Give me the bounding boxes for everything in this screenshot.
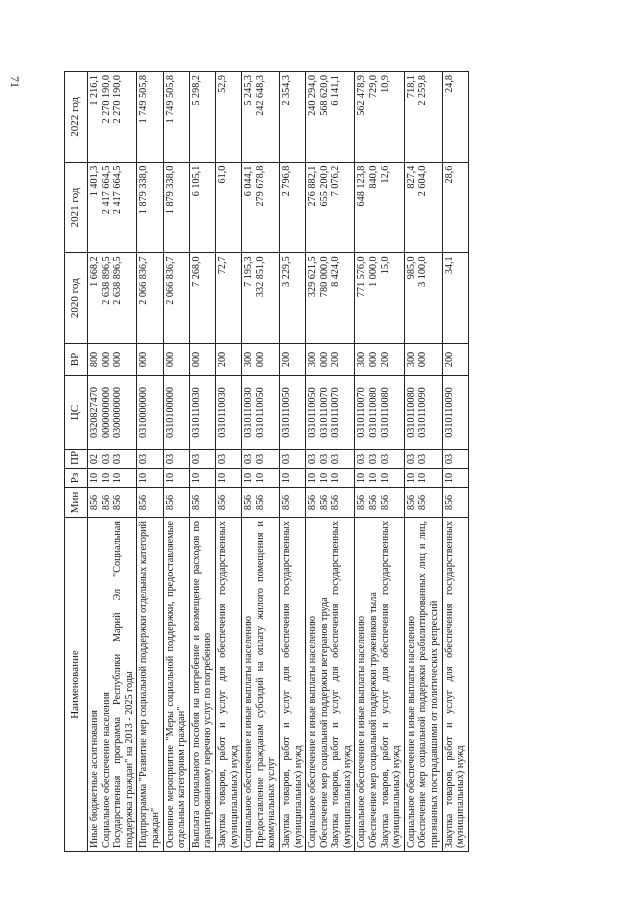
cell-2021-line: 648 123,8 (356, 165, 368, 207)
cell-name-line: Закупка товаров, работ и услуг для обеспечения государственных (муниципальных) нужд (379, 521, 403, 848)
cell-rz-line: 10 (443, 472, 455, 484)
cell-name (215, 518, 241, 852)
cell-2021-line: 827,4 (405, 165, 417, 189)
cell-vr-line: 200 (379, 351, 391, 368)
cell-rz (306, 469, 355, 488)
cell-min-line: 856 (318, 494, 330, 511)
cell-2022 (137, 72, 163, 163)
cell-name-line: Закупка товаров, работ и услуг для обеспечения государственных (муниципальных) нужд (443, 521, 467, 848)
cell-2021-line: 1 401,3 (89, 165, 100, 197)
header-cs: ЦС (65, 376, 88, 450)
cell-cs-line: 0300000000 (112, 387, 124, 438)
header-min: Мин (65, 488, 88, 518)
cell-name-line: Государственная программа Республики Марий Эл "Социальная поддержка граждан" на 2013 - 2025 годы (112, 521, 135, 848)
cell-pr (306, 450, 355, 469)
cell-2020 (215, 253, 241, 344)
cell-pr-line: 03 (164, 453, 176, 465)
cell-pr (242, 450, 280, 469)
cell-min (279, 488, 305, 518)
cell-vr-line: 200 (443, 351, 455, 368)
cell-rz-line: 10 (164, 472, 176, 484)
cell-min (404, 488, 442, 518)
cell-pr (163, 450, 189, 469)
cell-2020-line: 780 000,0 (318, 256, 330, 298)
cell-rz-line: 10 (89, 472, 100, 484)
cell-rz-line: 10 (190, 472, 202, 484)
cell-vr (355, 344, 404, 376)
cell-cs-line: 0310110070 (330, 387, 342, 438)
cell-name-line: Социальное обеспечение и иные выплаты населению (405, 615, 417, 848)
cell-vr-line: 000 (164, 351, 176, 368)
cell-pr (442, 450, 468, 469)
cell-vr-line: 800 (89, 351, 100, 368)
cell-name-line: Закупка товаров, работ и услуг для обеспечения государственных (муниципальных) нужд (330, 521, 353, 848)
cell-min (215, 488, 241, 518)
cell-pr-line: 03 (190, 453, 202, 465)
cell-vr (306, 344, 355, 376)
cell-min-line: 856 (243, 494, 255, 511)
cell-name-line: Закупка товаров, работ и услуг для обеспечения государственных (муниципальных) нужд (216, 521, 240, 848)
header-pr: ПР (65, 450, 88, 469)
cell-vr-line: 300 (356, 351, 368, 368)
cell-2022 (215, 72, 241, 163)
cell-min (355, 488, 404, 518)
cell-2020-line: 2 638 896,5 (100, 256, 112, 305)
cell-2020 (442, 253, 468, 344)
cell-cs-line: 0310000000 (138, 387, 150, 438)
cell-name-line: Основное мероприятие "Меры социальной поддержки, предоставляемые отдельным категориям граждан" (164, 521, 188, 848)
cell-2021 (137, 162, 163, 253)
cell-vr (88, 344, 137, 376)
cell-2022-line: 240 294,0 (307, 75, 319, 116)
cell-pr-line: 03 (417, 453, 429, 465)
cell-2021-line: 6 044,1 (243, 165, 255, 197)
cell-min-line: 856 (368, 494, 380, 511)
cell-2021 (189, 162, 215, 253)
cell-cs-line: 0310110050 (307, 387, 319, 438)
table-row (88, 72, 137, 852)
cell-2021-line: 12,6 (379, 165, 391, 184)
cell-cs (215, 376, 241, 450)
cell-pr (404, 450, 442, 469)
cell-2022-line: 2 270 190,0 (112, 75, 124, 124)
cell-name-line: Социальное обеспечение и иные выплаты населению (307, 615, 319, 848)
cell-cs-line: 0310110070 (356, 387, 368, 438)
rotated-table-container (64, 72, 584, 852)
cell-2020 (137, 253, 163, 344)
cell-rz-line: 10 (280, 472, 292, 484)
table-row (137, 72, 163, 852)
cell-2021-line: 6 105,1 (190, 165, 202, 197)
cell-2022-line: 1 749 505,8 (164, 75, 176, 124)
table-row (442, 72, 468, 852)
cell-pr-line: 03 (443, 453, 455, 465)
cell-rz-line: 10 (379, 472, 391, 484)
cell-rz-line: 10 (405, 472, 417, 484)
cell-pr (279, 450, 305, 469)
cell-rz (163, 469, 189, 488)
cell-2021 (242, 162, 280, 253)
cell-name (279, 518, 305, 852)
cell-2020-line: 15,0 (379, 256, 391, 275)
cell-cs-line: 0310110080 (405, 387, 417, 438)
cell-name (404, 518, 442, 852)
cell-min-line: 856 (190, 494, 202, 511)
header-name: Наименование (65, 518, 88, 852)
cell-name-line: Социальное обеспечение и иные выплаты населению (356, 615, 368, 848)
cell-2020 (306, 253, 355, 344)
cell-2022-line: 2 270 190,0 (100, 75, 112, 124)
cell-rz-line: 10 (307, 472, 319, 484)
budget-table (64, 71, 469, 852)
cell-min-line: 856 (356, 494, 368, 511)
cell-rz-line: 10 (100, 472, 112, 484)
cell-cs (306, 376, 355, 450)
cell-min (306, 488, 355, 518)
header-2022: 2022 год (65, 72, 88, 163)
cell-2021-line: 276 882,1 (307, 165, 319, 207)
cell-2022-line: 718,1 (405, 75, 417, 98)
cell-2020-line: 7 268,0 (190, 256, 202, 287)
header-vr: ВР (65, 344, 88, 376)
cell-2020-line: 34,1 (443, 256, 455, 275)
cell-2021-line: 1 879 338,0 (164, 165, 176, 215)
cell-rz-line: 10 (330, 472, 342, 484)
cell-min-line: 856 (379, 494, 391, 511)
cell-rz-line: 10 (112, 472, 124, 484)
cell-2020 (355, 253, 404, 344)
cell-2022 (242, 72, 280, 163)
header-2021: 2021 год (65, 162, 88, 253)
cell-2020-line: 2 638 896,5 (112, 256, 124, 305)
cell-2020-line: 72,7 (216, 256, 228, 275)
cell-2021-line: 840,0 (368, 165, 380, 189)
cell-vr (215, 344, 241, 376)
cell-rz-line: 10 (216, 472, 228, 484)
cell-rz (355, 469, 404, 488)
table-row (355, 72, 404, 852)
table-body (88, 72, 469, 852)
cell-cs-line: 0000000000 (100, 387, 112, 438)
cell-cs-line: 0310110030 (243, 387, 255, 438)
cell-name-line: Закупка товаров, работ и услуг для обеспечения государственных (муниципальных) нужд (280, 521, 304, 848)
cell-rz-line: 10 (318, 472, 330, 484)
cell-2021 (215, 162, 241, 253)
cell-min-line: 856 (417, 494, 429, 511)
cell-2021-line: 2 604,0 (417, 165, 429, 197)
cell-2020-line: 1 668,2 (89, 256, 100, 287)
cell-2020-line: 3 229,5 (280, 256, 292, 287)
cell-pr (189, 450, 215, 469)
cell-cs-line: 0310110090 (443, 387, 455, 438)
cell-name-line: Обеспечение мер социальной поддержки ветеранов труда (318, 597, 330, 848)
cell-2022 (355, 72, 404, 163)
cell-2021-line: 2 796,8 (280, 165, 292, 197)
table-row (189, 72, 215, 852)
cell-2020-line: 8 424,0 (330, 256, 342, 287)
cell-2020 (163, 253, 189, 344)
cell-name (189, 518, 215, 852)
cell-min-line: 856 (138, 494, 150, 511)
cell-name-line: Обеспечение мер социальной поддержки реабилитированных лиц и лиц, признанных пострадавшими от политических репрессий (417, 521, 441, 848)
cell-rz-line: 10 (417, 472, 429, 484)
cell-rz-line: 10 (243, 472, 255, 484)
cell-vr (404, 344, 442, 376)
cell-rz (279, 469, 305, 488)
cell-min-line: 856 (216, 494, 228, 511)
cell-2021 (404, 162, 442, 253)
cell-2022-line: 1 749 505,8 (138, 75, 150, 124)
cell-2021-line: 1 879 338,0 (138, 165, 150, 215)
cell-2022-line: 562 478,9 (356, 75, 368, 116)
cell-vr-line: 000 (368, 351, 380, 368)
cell-2020 (242, 253, 280, 344)
cell-2021-line: 7 076,2 (330, 165, 342, 197)
cell-min (163, 488, 189, 518)
cell-2021-line: 61,0 (216, 165, 228, 184)
cell-pr (88, 450, 137, 469)
table-row (215, 72, 241, 852)
cell-2022 (279, 72, 305, 163)
cell-2020-line: 329 621,5 (307, 256, 319, 298)
cell-name (355, 518, 404, 852)
cell-2022-line: 2 259,8 (417, 75, 429, 106)
cell-pr (355, 450, 404, 469)
cell-pr-line: 03 (405, 453, 417, 465)
cell-vr-line: 000 (254, 351, 266, 368)
cell-2020 (88, 253, 137, 344)
cell-min (189, 488, 215, 518)
cell-2020 (189, 253, 215, 344)
cell-2022 (88, 72, 137, 163)
cell-min-line: 856 (100, 494, 112, 511)
cell-vr-line: 000 (417, 351, 429, 368)
cell-pr-line: 03 (280, 453, 292, 465)
cell-cs (88, 376, 137, 450)
cell-min-line: 856 (164, 494, 176, 511)
cell-2022-line: 6 141,1 (330, 75, 342, 106)
cell-2021 (355, 162, 404, 253)
cell-2021 (306, 162, 355, 253)
header-2020: 2020 год (65, 253, 88, 344)
cell-pr-line: 03 (318, 453, 330, 465)
cell-2020 (279, 253, 305, 344)
cell-name-line: Обеспечение мер социальной поддержки тружеников тыла (368, 592, 380, 848)
cell-cs-line: 0310110030 (216, 387, 228, 438)
table-header-row (65, 72, 88, 852)
cell-2021-line: 2 417 664,5 (112, 165, 124, 215)
cell-cs-line: 0310110070 (318, 387, 330, 438)
cell-min-line: 856 (89, 494, 100, 511)
cell-name-line: Подпрограмма "Развитие мер социальной поддержки отдельных категорий граждан" (138, 521, 161, 848)
cell-pr (137, 450, 163, 469)
cell-name (137, 518, 163, 852)
cell-name-line: Предоставление гражданам субсидий на оплату жилого помещения и коммунальных услуг (254, 521, 278, 848)
cell-name (442, 518, 468, 852)
cell-cs-line: 0310100000 (164, 387, 176, 438)
cell-2021 (88, 162, 137, 253)
cell-2022-line: 52,9 (216, 75, 228, 93)
cell-2020-line: 2 066 836,7 (164, 256, 176, 305)
cell-pr-line: 03 (368, 453, 380, 465)
cell-2022-line: 5 245,3 (243, 75, 255, 106)
cell-pr-line: 03 (216, 453, 228, 465)
cell-vr-line: 200 (330, 351, 342, 368)
cell-min (442, 488, 468, 518)
cell-2022-line: 24,8 (443, 75, 455, 93)
cell-min-line: 856 (280, 494, 292, 511)
cell-vr-line: 000 (190, 351, 202, 368)
cell-2021 (442, 162, 468, 253)
cell-min-line: 856 (112, 494, 124, 511)
cell-2020-line: 2 066 836,7 (138, 256, 150, 305)
cell-cs (189, 376, 215, 450)
table-row (404, 72, 442, 852)
header-rz: Рз (65, 469, 88, 488)
cell-min (88, 488, 137, 518)
cell-vr (442, 344, 468, 376)
cell-min-line: 856 (443, 494, 455, 511)
cell-vr (242, 344, 280, 376)
cell-2021-line: 28,6 (443, 165, 455, 184)
cell-name (88, 518, 137, 852)
cell-cs (404, 376, 442, 450)
cell-2021-line: 279 678,8 (254, 165, 266, 207)
cell-2022-line: 1 216,1 (89, 75, 100, 106)
cell-2021-line: 2 417 664,5 (100, 165, 112, 215)
cell-cs (242, 376, 280, 450)
cell-name-line: Иные бюджетные ассигнования (89, 710, 100, 848)
cell-rz-line: 10 (254, 472, 266, 484)
cell-rz (404, 469, 442, 488)
cell-2022-line: 242 648,3 (254, 75, 266, 116)
cell-2022-line: 2 354,3 (280, 75, 292, 106)
cell-2020 (404, 253, 442, 344)
cell-2020-line: 332 851,0 (254, 256, 266, 298)
table-row (279, 72, 305, 852)
cell-cs (137, 376, 163, 450)
cell-2022-line: 729,0 (368, 75, 380, 98)
cell-min-line: 856 (405, 494, 417, 511)
cell-min-line: 856 (307, 494, 319, 511)
cell-cs-line: 0320827470 (89, 387, 100, 438)
page-number: 71 (8, 76, 22, 88)
cell-vr (189, 344, 215, 376)
cell-name-line: Выплата социального пособия на погребение и возмещение расходов по гарантированному перечню услуг по погребению (190, 521, 214, 848)
cell-cs-line: 0310110080 (379, 387, 391, 438)
cell-rz (189, 469, 215, 488)
cell-name (242, 518, 280, 852)
cell-pr-line: 03 (356, 453, 368, 465)
cell-pr-line: 03 (379, 453, 391, 465)
cell-vr-line: 300 (307, 351, 319, 368)
cell-pr-line: 03 (112, 453, 124, 465)
cell-vr (279, 344, 305, 376)
cell-vr-line: 300 (405, 351, 417, 368)
cell-name-line: Социальное обеспечение и иные выплаты населению (243, 615, 255, 848)
cell-pr-line: 02 (89, 453, 100, 465)
cell-rz (215, 469, 241, 488)
cell-2022-line: 568 620,0 (318, 75, 330, 116)
cell-name (306, 518, 355, 852)
table-row (242, 72, 280, 852)
cell-rz (88, 469, 137, 488)
cell-rz (242, 469, 280, 488)
cell-pr-line: 03 (254, 453, 266, 465)
cell-2022 (163, 72, 189, 163)
cell-2022 (442, 72, 468, 163)
cell-pr-line: 03 (100, 453, 112, 465)
cell-vr-line: 200 (216, 351, 228, 368)
cell-pr-line: 03 (330, 453, 342, 465)
cell-min (242, 488, 280, 518)
cell-2022-line: 10,9 (379, 75, 391, 93)
cell-2020-line: 1 000,0 (368, 256, 380, 287)
cell-vr (163, 344, 189, 376)
cell-2022 (189, 72, 215, 163)
cell-2020-line: 7 195,3 (243, 256, 255, 287)
cell-2020-line: 771 576,0 (356, 256, 368, 298)
cell-2021 (279, 162, 305, 253)
cell-vr-line: 000 (112, 351, 124, 368)
cell-vr-line: 200 (280, 351, 292, 368)
cell-rz-line: 10 (138, 472, 150, 484)
cell-2022 (404, 72, 442, 163)
cell-vr-line: 000 (100, 351, 112, 368)
cell-cs-line: 0310110080 (368, 387, 380, 438)
cell-2021 (163, 162, 189, 253)
cell-cs (279, 376, 305, 450)
cell-2022-line: 5 298,2 (190, 75, 202, 106)
cell-rz (442, 469, 468, 488)
cell-cs-line: 0310110050 (280, 387, 292, 438)
cell-pr-line: 03 (307, 453, 319, 465)
cell-vr-line: 000 (318, 351, 330, 368)
cell-2022 (306, 72, 355, 163)
table-row (163, 72, 189, 852)
cell-2021-line: 655 200,0 (318, 165, 330, 207)
cell-cs (442, 376, 468, 450)
cell-cs (355, 376, 404, 450)
cell-vr-line: 000 (138, 351, 150, 368)
cell-rz (137, 469, 163, 488)
cell-vr (137, 344, 163, 376)
cell-rz-line: 10 (368, 472, 380, 484)
cell-min (137, 488, 163, 518)
cell-rz-line: 10 (356, 472, 368, 484)
cell-2020-line: 3 100,0 (417, 256, 429, 287)
cell-2020-line: 985,0 (405, 256, 417, 280)
cell-min-line: 856 (254, 494, 266, 511)
cell-cs (163, 376, 189, 450)
cell-name-line: Социальное обеспечение населения (100, 692, 112, 848)
cell-pr-line: 03 (243, 453, 255, 465)
table-row (306, 72, 355, 852)
cell-vr-line: 300 (243, 351, 255, 368)
cell-cs-line: 0310110030 (190, 387, 202, 438)
cell-cs-line: 0310110050 (254, 387, 266, 438)
cell-pr-line: 03 (138, 453, 150, 465)
cell-cs-line: 0310110090 (417, 387, 429, 438)
cell-name (163, 518, 189, 852)
cell-pr (215, 450, 241, 469)
cell-min-line: 856 (330, 494, 342, 511)
